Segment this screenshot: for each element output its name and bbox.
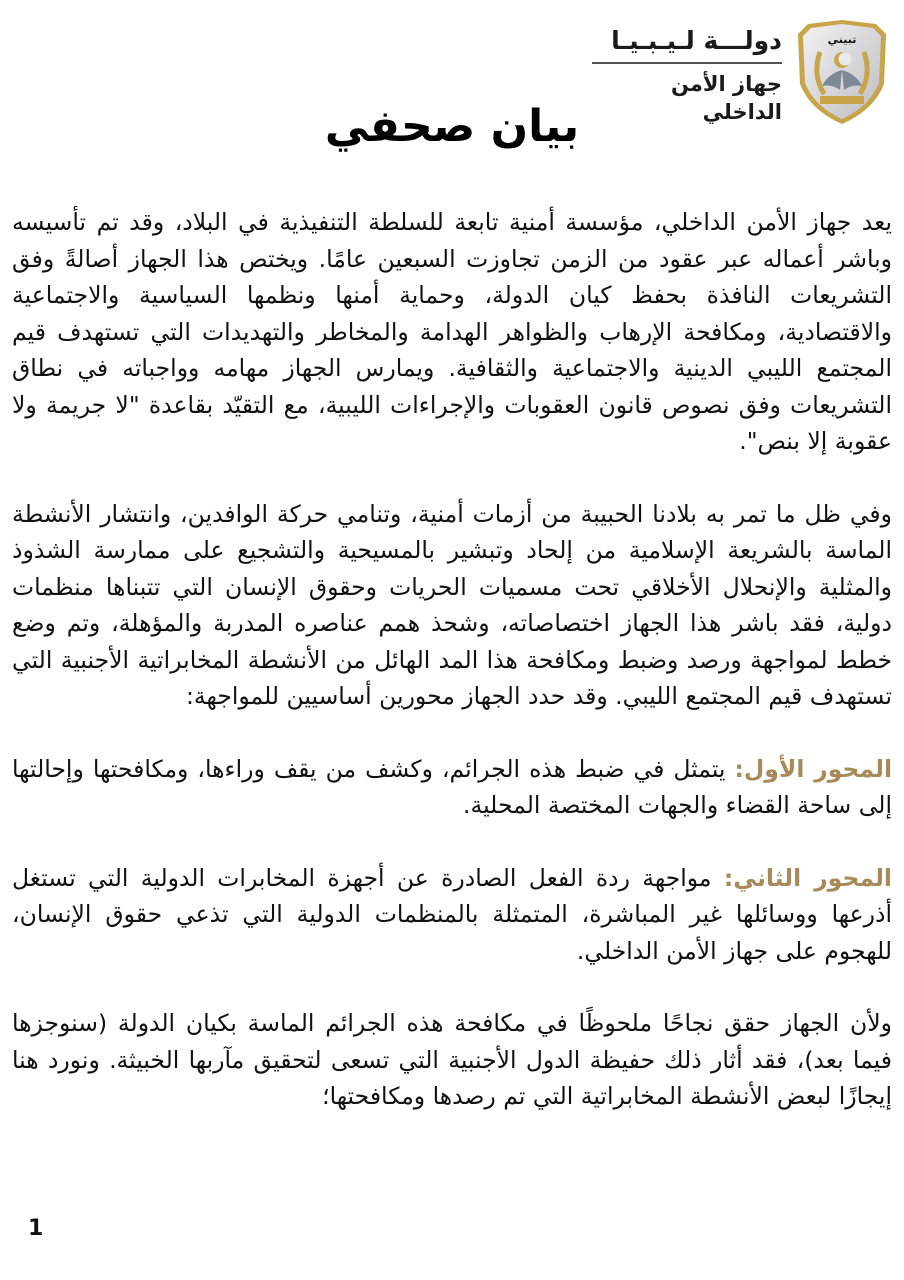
document-body: [12, 204, 892, 1151]
axis-second: [12, 860, 892, 970]
svg-text:تبيني: تبيني: [827, 33, 857, 46]
paragraph-intro: يعد جهاز الأمن الداخلي، مؤسسة أمنية تابعة للسلطة التنفيذية في البلاد، وقد تم تأسيسه وباشر أعماله عبر عقود من الزمن تجاوزت السبعين عامًا. ويختص هذا الجهاز أصالةً وفق التشريعات النافذة بحفظ كيان الدولة، وحماية أمنها ونظمها السياسية والاجتماعية والاقتصادية، ومكافحة الإرهاب والظواهر الهدامة والمخاطر والتهديدات التي تستهدف قيم المجتمع الليبي الدينية والاجتماعية والثقافية. ويمارس الجهاز مهامه وواجباته في نطاق التشريعات وفق نصوص قانون العقوبات والإجراءات الليبية، مع التقيّد بقاعدة "لا جريمة ولا عقوبة إلا بنص".: [12, 208, 892, 455]
axis-first-label: المحور الأول:: [734, 754, 892, 783]
page-number: 1: [28, 1216, 44, 1241]
axis-first-text: يتمثل في ضبط هذه الجرائم، وكشف من يقف وراءها، ومكافحتها وإحالتها إلى ساحة القضاء والجهات المختصة المحلية.: [12, 754, 892, 819]
axis-first: [12, 751, 892, 824]
paragraph-closing: ولأن الجهاز حقق نجاحًا ملحوظًا في مكافحة هذه الجرائم الماسة بكيان الدولة (سنوجزها فيما بعد)، فقد أثار ذلك حفيظة الدول الأجنبية التي تسعى لتحقيق مآربها الخبيثة. ونورد هنا إيجازًا لبعض الأنشطة المخابراتية التي تم رصدها ومكافحتها؛: [12, 1009, 892, 1110]
axis-second-label: المحور الثاني:: [723, 863, 892, 892]
paragraph-context: وفي ظل ما تمر به بلادنا الحبيبة من أزمات أمنية، وتنامي حركة الوافدين، وانتشار الأنشطة الماسة بالشريعة الإسلامية من إلحاد وتبشير بالمسيحية والتشجيع على ممارسة الشذوذ والمثلية والإنحلال الأخلاقي تحت مسميات الحريات وحقوق الإنسان التي تتبناها منظمات دولية، فقد باشر هذا الجهاز اختصاصاته، وشحذ همم عناصره المدربة والمؤهلة، وتم وضع خطط لمواجهة ورصد وضبط ومكافحة هذا المد الهائل من الأنشطة المخابراتية الأجنبية التي تستهدف قيم المجتمع الليبي. وقد حدد الجهاز محورين أساسيين للمواجهة:: [12, 499, 892, 710]
agency-name: جهاز الأمن الداخلي: [670, 72, 782, 124]
page-title: بيان صحفي: [324, 101, 580, 152]
axis-second-text: مواجهة ردة الفعل الصادرة عن أجهزة المخابرات الدولية التي تستغل أذرعها ووسائلها غير المباشرة، المتمثلة بالمنظمات الدولية التي تذعي حقوق الإنسان، للهجوم على جهاز الأمن الداخلي.: [12, 863, 892, 965]
country-name: دولـــة لـيـبـيـا: [611, 26, 782, 55]
header-divider: [592, 62, 782, 64]
